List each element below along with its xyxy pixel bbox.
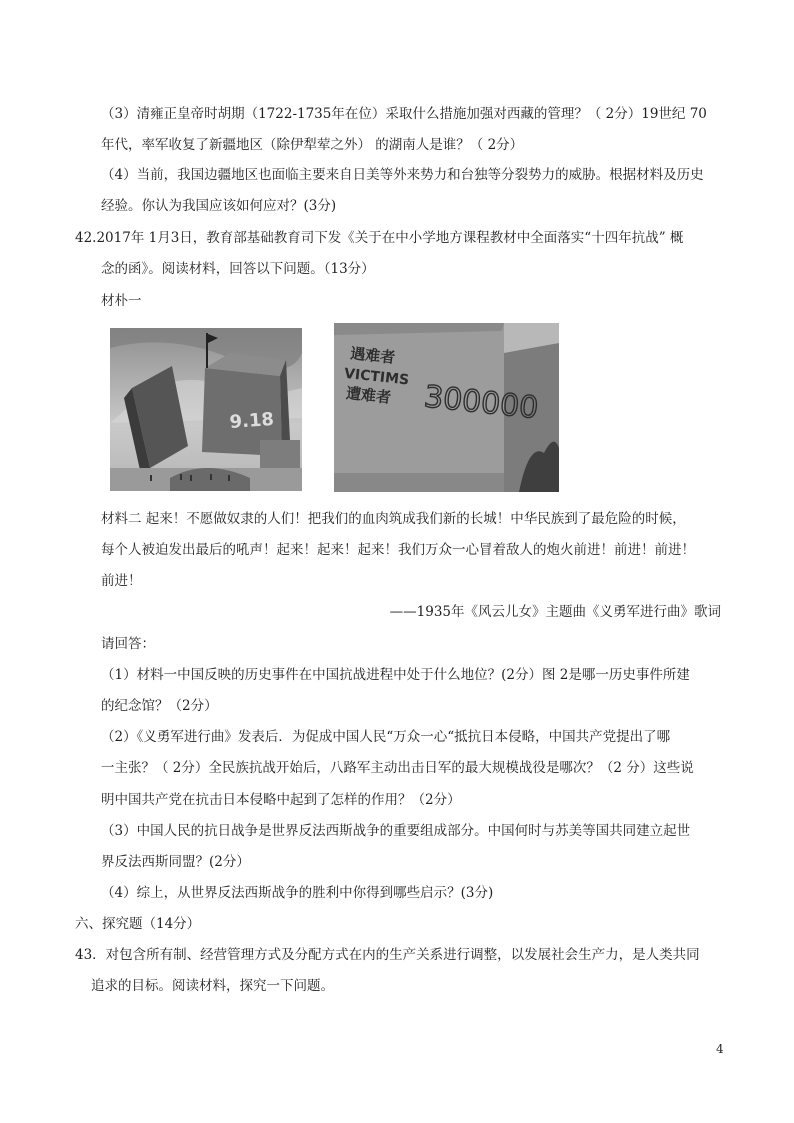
question-41-4-line2: 经验。你认为我国应该如何应对？(3分) bbox=[101, 198, 337, 214]
question-43-line2: 追求的目标。阅读材料，探究一下问题。 bbox=[91, 978, 334, 994]
photo-nanjing-memorial bbox=[334, 323, 559, 492]
material-two-source: ——1935年《风云儿女》主题曲《义勇军进行曲》歌词 bbox=[389, 604, 721, 620]
please-answer-label: 请回答： bbox=[101, 636, 155, 652]
question-41-4-line1: （4）当前，我国边疆地区也面临主要来自日美等外来势力和台独等分裂势力的威胁。根据材料及历史 bbox=[101, 167, 704, 183]
material-two-line2: 每个人被迫发出最后的吼声！起来！起来！起来！我们万众一心冒着敌人的炮火前进！前进！前进！ bbox=[101, 542, 695, 558]
material-two-line3: 前进！ bbox=[101, 573, 142, 589]
question-42-3-line2: 界反法西斯同盟？(2分） bbox=[101, 854, 250, 870]
photo-memorial-line2: VICTIMS bbox=[343, 365, 410, 389]
photo-memorial-line1: 遇难者 bbox=[349, 344, 397, 367]
question-41-3-line2: 年代，率军收复了新疆地区（除伊犁荤之外） 的湖南人是谁？（ 2分） bbox=[101, 137, 524, 153]
page-number: 4 bbox=[716, 1042, 724, 1056]
photo-918-museum bbox=[110, 328, 302, 491]
question-42-4: （4）综上，从世界反法西斯战争的胜利中你得到哪些启示？(3分) bbox=[101, 885, 494, 901]
question-42-stem-line1: 42.2017年 1月3日，教育部基础教育司下发《关于在中小学地方课程教材中全面落实“十四年抗战” 概 bbox=[75, 230, 684, 246]
question-42-stem-line2: 念的函》。阅读材料，回答以下问题。（13分） bbox=[101, 261, 375, 277]
material-one-label: 材朴一 bbox=[101, 293, 142, 309]
photo-918-date-text: 9.18 bbox=[228, 408, 275, 433]
photo-memorial-line3: 遭难者 bbox=[345, 384, 392, 407]
question-41-3-line1: （3）清雍正皇帝时胡期（1722-1735年在位）采取什么措施加强对西藏的管理？（ 2分）19世纪 70 bbox=[101, 106, 707, 122]
question-42-1-line2: 的纪念馆？（2分） bbox=[101, 698, 218, 714]
question-42-2-line2: 一主张？（ 2分）全民族抗战开始后，八路军主动出击日军的最大规模战役是哪次？（2 分）这些说 bbox=[101, 760, 694, 776]
material-two-line1: 材料二 起来！不愿做奴隶的人们！把我们的血肉筑成我们新的长城！中华民族到了最危险的时候， bbox=[101, 511, 686, 527]
section-six-heading: 六、探究题（14分） bbox=[75, 916, 201, 932]
question-42-3-line1: （3）中国人民的抗日战争是世界反法西斯战争的重要组成部分。中国何时与苏美等国共同建立起世 bbox=[101, 823, 691, 839]
question-42-1-line1: （1）材料一中国反映的历史事件在中国抗战进程中处于什么地位？(2分）图 2是哪一历史事件所建 bbox=[101, 667, 690, 683]
photo-918-museum-graphic bbox=[110, 328, 302, 491]
question-42-2-line1: （2）《义勇军进行曲》发表后．为促成中国人民“万众一心“抵抗日本侵略，中国共产党提出了哪 bbox=[101, 729, 671, 745]
question-42-2-line3: 明中国共产党在抗击日本侵略中起到了怎样的作用？（2分） bbox=[101, 792, 461, 808]
photo-memorial-number: 300000 bbox=[422, 379, 540, 427]
question-43-line1: 43．对包含所有制、经营管理方式及分配方式在内的生产关系进行调整，以发展社会生产力，是人类共同 bbox=[75, 947, 700, 963]
photo-nanjing-memorial-graphic bbox=[334, 323, 559, 492]
